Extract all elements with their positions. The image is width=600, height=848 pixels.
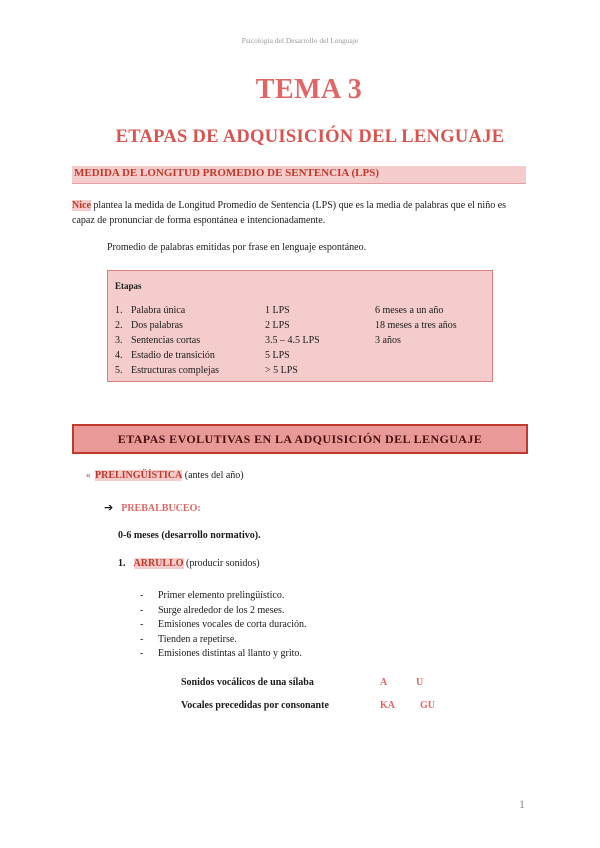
sound-example-value: GU bbox=[420, 700, 435, 711]
prelinguistic-stage bbox=[86, 470, 244, 481]
stage-row bbox=[115, 320, 490, 335]
stage-number: 4. bbox=[115, 350, 123, 361]
stage-row bbox=[115, 335, 490, 350]
sound-example-label: Sonidos vocálicos de una sílaba bbox=[181, 677, 314, 688]
stage-age: 6 meses a un año bbox=[375, 305, 444, 316]
stage-row bbox=[115, 365, 490, 380]
prebalbuceo-label: PREBALBUCEO: bbox=[121, 503, 201, 514]
stage-lps: 5 LPS bbox=[265, 350, 290, 361]
age-range: 0-6 meses (desarrollo normativo). bbox=[118, 530, 261, 541]
page-subtitle: ETAPAS DE ADQUISICIÓN DEL LENGUAJE bbox=[115, 127, 505, 147]
dash-bullet: - bbox=[140, 605, 144, 616]
stage-age: 3 años bbox=[375, 335, 401, 346]
section-heading-lps bbox=[72, 166, 526, 184]
feature-text: Surge alrededor de los 2 meses. bbox=[158, 605, 285, 616]
list-item bbox=[140, 605, 284, 616]
bullet-icon: « bbox=[86, 470, 91, 480]
stage-row bbox=[115, 305, 490, 320]
running-header: Psicología del Desarrollo del Lenguaje bbox=[241, 36, 359, 45]
dash-bullet: - bbox=[140, 648, 144, 659]
intro-paragraph bbox=[72, 198, 528, 228]
sound-example-value: KA bbox=[380, 700, 395, 711]
sound-example-value: A bbox=[380, 677, 388, 688]
stage-row bbox=[115, 350, 490, 365]
list-item bbox=[140, 634, 237, 645]
author-highlight: Nice bbox=[72, 200, 91, 211]
list-item bbox=[140, 590, 284, 601]
feature-text: Primer elemento prelingüístico. bbox=[158, 590, 285, 601]
stage-name: Sentencias cortas bbox=[131, 335, 201, 346]
stage-number: 5. bbox=[115, 365, 123, 376]
arrullo-label: ARRULLO bbox=[133, 558, 184, 569]
feature-text: Emisiones vocales de corta duración. bbox=[158, 619, 307, 630]
stages-label: Etapas bbox=[115, 281, 142, 291]
stage-name: Estructuras complejas bbox=[131, 365, 220, 376]
stage-number: 1. bbox=[115, 305, 123, 316]
stage-age: 18 meses a tres años bbox=[375, 320, 457, 331]
stages-box bbox=[107, 270, 493, 382]
prebalbuceo-substage bbox=[104, 501, 201, 514]
sound-example-label: Vocales precedidas por consonante bbox=[181, 700, 329, 711]
list-item bbox=[140, 648, 302, 659]
dash-bullet: - bbox=[140, 634, 144, 645]
stage-lps: 1 LPS bbox=[265, 305, 290, 316]
list-item bbox=[140, 619, 307, 630]
feature-text: Tienden a repetirse. bbox=[158, 634, 237, 645]
lps-definition: Promedio de palabras emitidas por frase en lenguaje espontáneo. bbox=[107, 242, 367, 253]
prelinguistic-note: (antes del año) bbox=[182, 470, 244, 481]
arrullo-item bbox=[118, 558, 260, 569]
sound-example-value: U bbox=[416, 677, 424, 688]
dash-bullet: - bbox=[140, 590, 144, 601]
stage-lps: 3.5 – 4.5 LPS bbox=[265, 335, 320, 346]
section-heading-evolutivas-text: ETAPAS EVOLUTIVAS EN LA ADQUISICIÓN DEL LENGUAJE bbox=[117, 432, 483, 446]
stage-number: 3. bbox=[115, 335, 123, 346]
stage-number: 2. bbox=[115, 320, 123, 331]
stage-lps: 2 LPS bbox=[265, 320, 290, 331]
dash-bullet: - bbox=[140, 619, 144, 630]
intro-text: plantea la medida de Longitud Promedio de Sentencia (LPS) que es la media de palabras que el niño es capaz de pronunciar de forma espontánea e intencionadamente. bbox=[72, 200, 507, 226]
stage-lps: > 5 LPS bbox=[265, 365, 298, 376]
stage-name: Dos palabras bbox=[131, 320, 183, 331]
stage-name: Palabra única bbox=[131, 305, 186, 316]
page-title: TEMA 3 bbox=[255, 74, 363, 105]
section-heading-evolutivas bbox=[72, 424, 528, 454]
arrullo-note: (producir sonidos) bbox=[183, 558, 260, 569]
item-number: 1. bbox=[118, 558, 126, 569]
prelinguistic-label: PRELINGÜÍSTICA bbox=[95, 470, 183, 481]
section-heading-lps-text: MEDIDA DE LONGITUD PROMEDIO DE SENTENCIA (LPS) bbox=[74, 167, 379, 179]
stage-name: Estadio de transición bbox=[131, 350, 215, 361]
arrow-right-icon: ➔ bbox=[104, 501, 114, 514]
feature-text: Emisiones distintas al llanto y grito. bbox=[158, 648, 302, 659]
page-number: 1 bbox=[519, 797, 525, 811]
